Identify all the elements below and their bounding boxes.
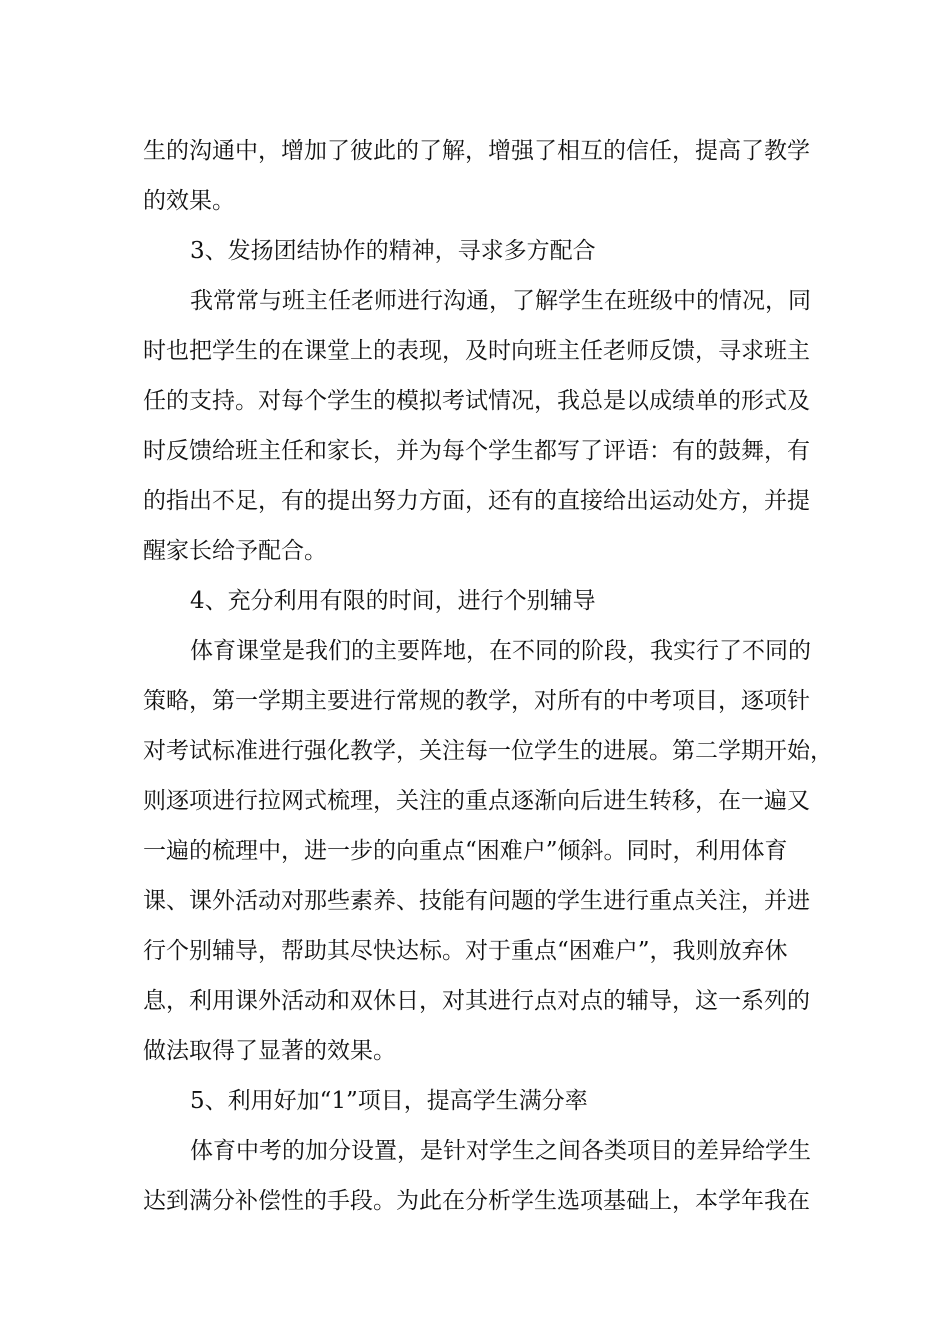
text-line: 的指出不足，有的提出努力方面，还有的直接给出运动处方，并提	[143, 488, 810, 514]
text-line: 策略，第一学期主要进行常规的教学，对所有的中考项目，逐项针	[143, 688, 810, 714]
text-line: 达到满分补偿性的手段。为此在分析学生选项基础上，本学年我在	[143, 1188, 810, 1214]
text-line: 时也把学生的在课堂上的表现，及时向班主任老师反馈，寻求班主	[143, 338, 810, 364]
text-line: 课、课外活动对那些素养、技能有问题的学生进行重点关注，并进	[143, 888, 810, 914]
text-line: 生的沟通中，增加了彼此的了解，增强了相互的信任，提高了教学	[143, 138, 810, 164]
text-line: 息，利用课外活动和双休日，对其进行点对点的辅导，这一系列的	[143, 988, 810, 1014]
text-line: 对考试标准进行强化教学，关注每一位学生的进展。第二学期开始，	[143, 738, 833, 764]
text-line: 做法取得了显著的效果。	[143, 1038, 396, 1064]
text-line: 体育中考的加分设置，是针对学生之间各类项目的差异给学生	[190, 1138, 811, 1164]
text-line: 我常常与班主任老师进行沟通，了解学生在班级中的情况，同	[190, 288, 811, 314]
text-line: 一遍的梳理中，进一步的向重点“困难户”倾斜。同时，利用体育	[143, 838, 788, 864]
text-line: 体育课堂是我们的主要阵地，在不同的阶段，我实行了不同的	[190, 638, 811, 664]
text-line: 行个别辅导，帮助其尽快达标。对于重点“困难户”，我则放弃休	[143, 938, 788, 964]
text-line: 则逐项进行拉网式梳理，关注的重点逐渐向后进生转移，在一遍又	[143, 788, 810, 814]
section-heading-3: 3、发扬团结协作的精神，寻求多方配合	[190, 238, 596, 264]
text-line: 时反馈给班主任和家长，并为每个学生都写了评语：有的鼓舞，有	[143, 438, 810, 464]
text-line: 的效果。	[143, 188, 235, 214]
text-line: 任的支持。对每个学生的模拟考试情况，我总是以成绩单的形式及	[143, 388, 810, 414]
text-line: 醒家长给予配合。	[143, 538, 327, 564]
section-heading-5: 5、利用好加“1”项目，提高学生满分率	[190, 1088, 588, 1114]
section-heading-4: 4、充分利用有限的时间，进行个别辅导	[190, 588, 596, 614]
